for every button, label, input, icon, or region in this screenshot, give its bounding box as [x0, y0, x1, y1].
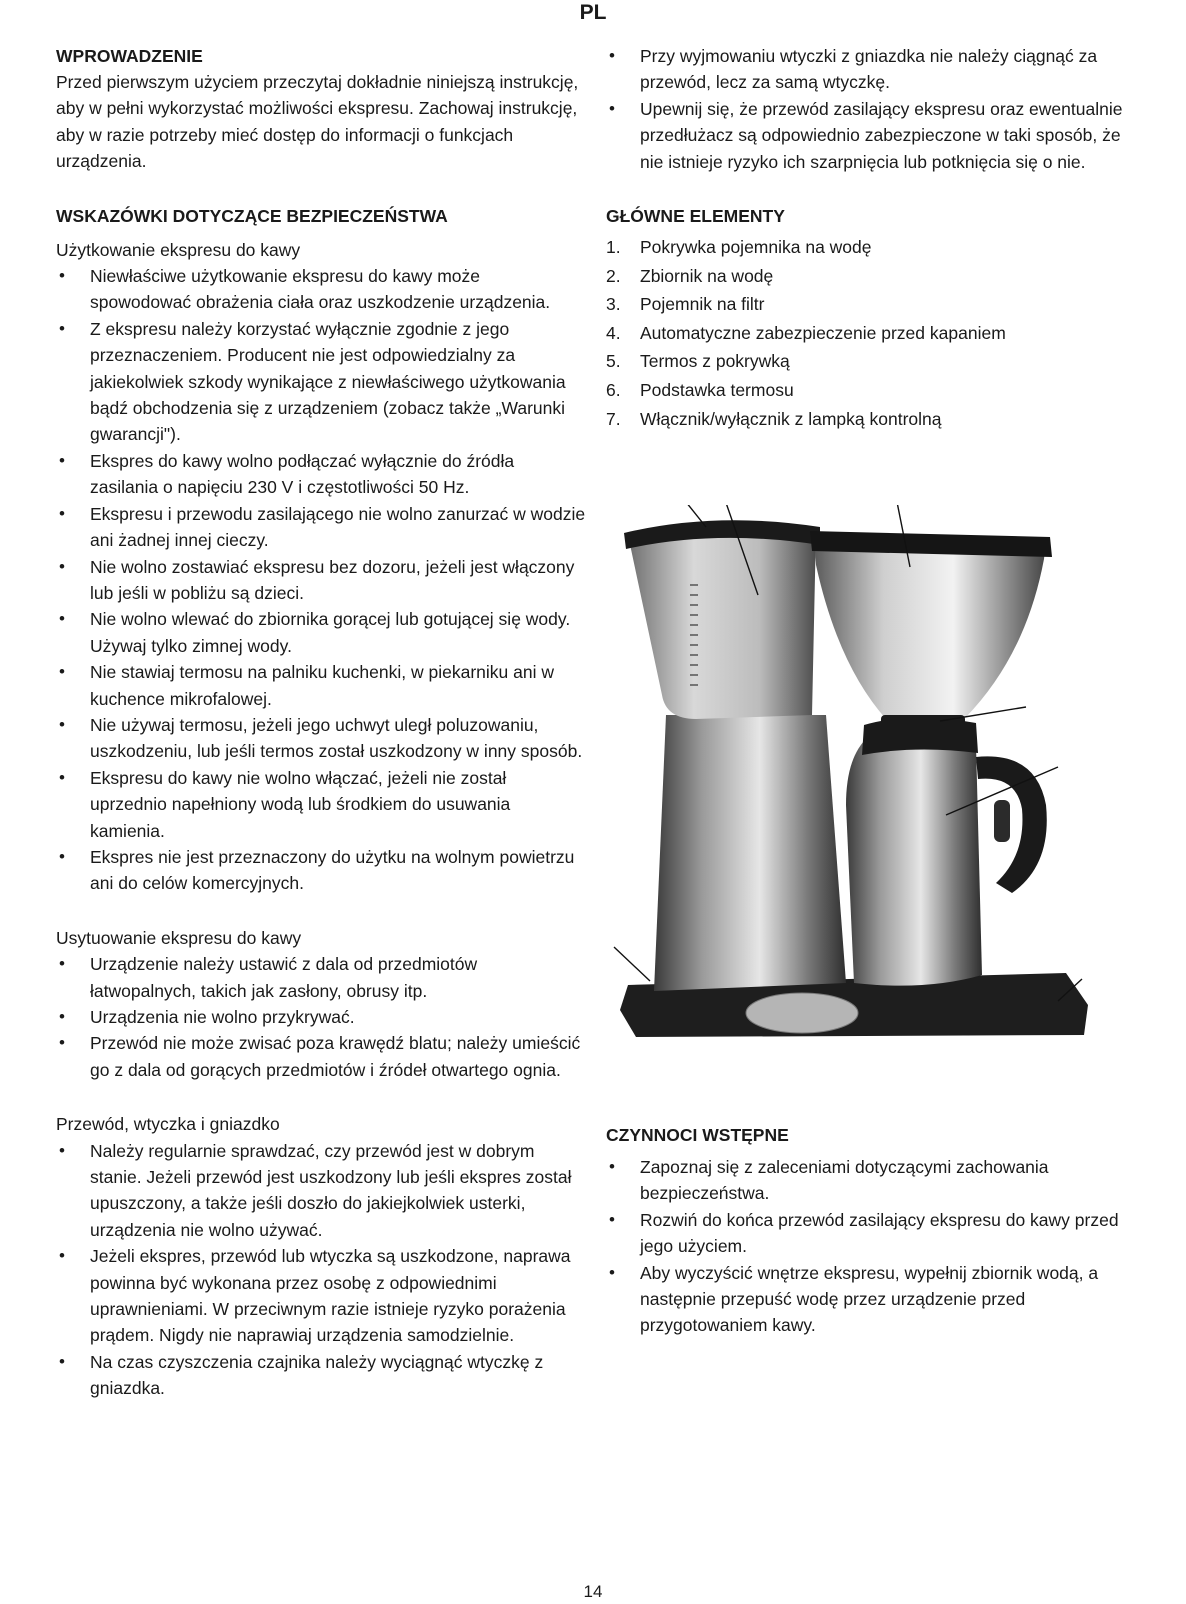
preparation-heading: CZYNNOCI WSTĘPNE — [606, 1125, 789, 1145]
list-item: • Aby wyczyścić wnętrze ekspresu, wypełnij zbiornik wodą, a następnie przepuść wodę przez urządzenie przed przygotowaniem kawy. — [606, 1260, 1146, 1339]
warming-plate — [746, 993, 858, 1033]
list-item: • Niewłaściwe użytkowanie ekspresu do kawy może spowodować obrażenia ciała oraz uszkodzenie urządzenia. — [56, 263, 586, 316]
part-number: 1. — [606, 237, 621, 258]
thermos-lid — [862, 717, 978, 755]
preparation-list — [606, 1154, 1146, 1339]
list-item: • Urządzenia nie wolno przykrywać. — [56, 1004, 586, 1030]
part-label: Automatyczne zabezpieczenie przed kapaniem — [640, 322, 1006, 343]
preparation-section — [606, 1122, 1146, 1339]
part-item — [606, 376, 1146, 405]
list-item: • Ekspresu i przewodu zasilającego nie wolno zanurzać w wodzie ani żadnej innej cieczy. — [56, 501, 586, 554]
list-item: • Przy wyjmowaniu wtyczki z gniazdka nie należy ciągnąć za przewód, lecz za samą wtyczkę. — [606, 43, 1146, 96]
part-number: 3. — [606, 294, 621, 315]
part-label: Podstawka termosu — [640, 380, 794, 400]
filter-holder — [814, 535, 1046, 719]
usage-list — [56, 263, 586, 897]
list-item: • Ekspresu do kawy nie wolno włączać, jeżeli nie został uprzednio napełniony wodą lub środkiem do usuwania kamienia. — [56, 765, 586, 844]
safety-heading: WSKAZÓWKI DOTYCZĄCE BEZPIECZEŃSTWA — [56, 205, 448, 226]
list-item: • Urządzenie należy ustawić z dala od przedmiotów łatwopalnych, takich jak zasłony, obrusy itp. — [56, 951, 586, 1004]
part-item — [606, 405, 1146, 434]
coffee-maker-illustration — [606, 505, 1142, 1105]
part-item — [606, 319, 1146, 348]
part-number: 2. — [606, 265, 621, 286]
part-item — [606, 347, 1146, 376]
placement-list — [56, 951, 586, 1083]
part-label: Włącznik/wyłącznik z lampką kontrolną — [640, 408, 942, 429]
list-item: • Nie wolno wlewać do zbiornika gorącej lub gotującej się wody. Używaj tylko zimnej wody. — [56, 606, 586, 659]
water-tank — [628, 523, 816, 719]
thermos-jug — [846, 730, 982, 986]
part-number: 5. — [606, 351, 621, 372]
page-language-code: PL — [579, 1, 607, 24]
part-number: 7. — [606, 408, 621, 429]
list-item: • Jeżeli ekspres, przewód lub wtyczka są uszkodzone, naprawa powinna być wykonana przez osobę z odpowiednimi uprawnieniami. W przeciwnym razie istnieje ryzyko porażenia prądem. Nigdy nie naprawiaj urządzenia samodzielnie. — [56, 1243, 586, 1349]
list-item: • Ekspres do kawy wolno podłączać wyłącznie do źródła zasilania o napięciu 230 V i częstotliwości 50 Hz. — [56, 448, 586, 501]
thermos-handle-button — [994, 800, 1010, 842]
part-item — [606, 262, 1146, 291]
list-item: • Zapoznaj się z zaleceniami dotyczącymi zachowania bezpieczeństwa. — [606, 1154, 1146, 1207]
cord-subheading: Przewód, wtyczka i gniazdko — [56, 1114, 280, 1135]
parts-heading: GŁÓWNE ELEMENTY — [606, 206, 785, 227]
left-column — [56, 43, 586, 1402]
usage-subheading: Użytkowanie ekspresu do kawy — [56, 239, 301, 260]
intro-paragraph: Przed pierwszym użyciem przeczytaj dokładnie niniejszą instrukcję, aby w pełni wykorzystać możliwości ekspresu. Zachowaj instrukcję, aby w razie potrzeby mieć dostęp do informacji o funkcjach urządzenia. — [56, 72, 579, 172]
cord-list — [56, 1138, 586, 1402]
part-item — [606, 290, 1146, 319]
intro-heading: WPROWADZENIE — [56, 46, 203, 66]
part-number: 6. — [606, 380, 621, 400]
list-item: • Ekspres nie jest przeznaczony do użytku na wolnym powietrzu ani do celów komercyjnych. — [56, 844, 586, 897]
part-label: Zbiornik na wodę — [640, 265, 774, 286]
list-item: • Upewnij się, że przewód zasilający ekspresu oraz ewentualnie przedłużacz są odpowiednio zabezpieczone w taki sposób, że nie istnieje ryzyko ich szarpnięcia lub potknięcia się o nie. — [606, 96, 1146, 175]
placement-subheading: Usytuowanie ekspresu do kawy — [56, 927, 302, 948]
list-item: • Nie używaj termosu, jeżeli jego uchwyt uległ poluzowaniu, uszkodzeniu, lub jeśli termos został uszkodzony w inny sposób. — [56, 712, 586, 765]
cord-list-continued — [606, 43, 1146, 175]
part-label: Pojemnik na filtr — [640, 294, 765, 315]
part-item — [606, 233, 1146, 262]
parts-list — [606, 233, 1146, 433]
right-column — [606, 43, 1146, 433]
list-item: • Należy regularnie sprawdzać, czy przewód jest w dobrym stanie. Jeżeli przewód jest uszkodzony lub jeśli ekspres został upuszczony, a także jeśli doszło do jakiejkolwiek usterki, urządzenia nie wolno używać. — [56, 1138, 586, 1244]
list-item: • Nie wolno zostawiać ekspresu bez dozoru, jeżeli jest włączony lub jeśli w pobliżu są dzieci. — [56, 554, 586, 607]
part-label: Termos z pokrywką — [640, 351, 790, 372]
list-item: • Na czas czyszczenia czajnika należy wyciągnąć wtyczkę z gniazdka. — [56, 1349, 586, 1402]
list-item: • Nie stawiaj termosu na palniku kuchenki, w piekarniku ani w kuchence mikrofalowej. — [56, 659, 586, 712]
part-number: 4. — [606, 322, 621, 343]
list-item: • Przewód nie może zwisać poza krawędź blatu; należy umieścić go z dala od gorących przedmiotów i źródeł otwartego ognia. — [56, 1030, 586, 1083]
water-tower — [654, 715, 846, 991]
page-number: 14 — [583, 1582, 603, 1601]
list-item: • Rozwiń do końca przewód zasilający ekspresu do kawy przed jego użyciem. — [606, 1207, 1146, 1260]
part-label: Pokrywka pojemnika na wodę — [640, 237, 872, 258]
list-item: • Z ekspresu należy korzystać wyłącznie zgodnie z jego przeznaczeniem. Producent nie jest odpowiedzialny za jakiekolwiek szkody wynikające z niewłaściwego użytkowania bądź obchodzenia się z urządzeniem (zobacz także „Warunki gwarancji"). — [56, 316, 586, 448]
